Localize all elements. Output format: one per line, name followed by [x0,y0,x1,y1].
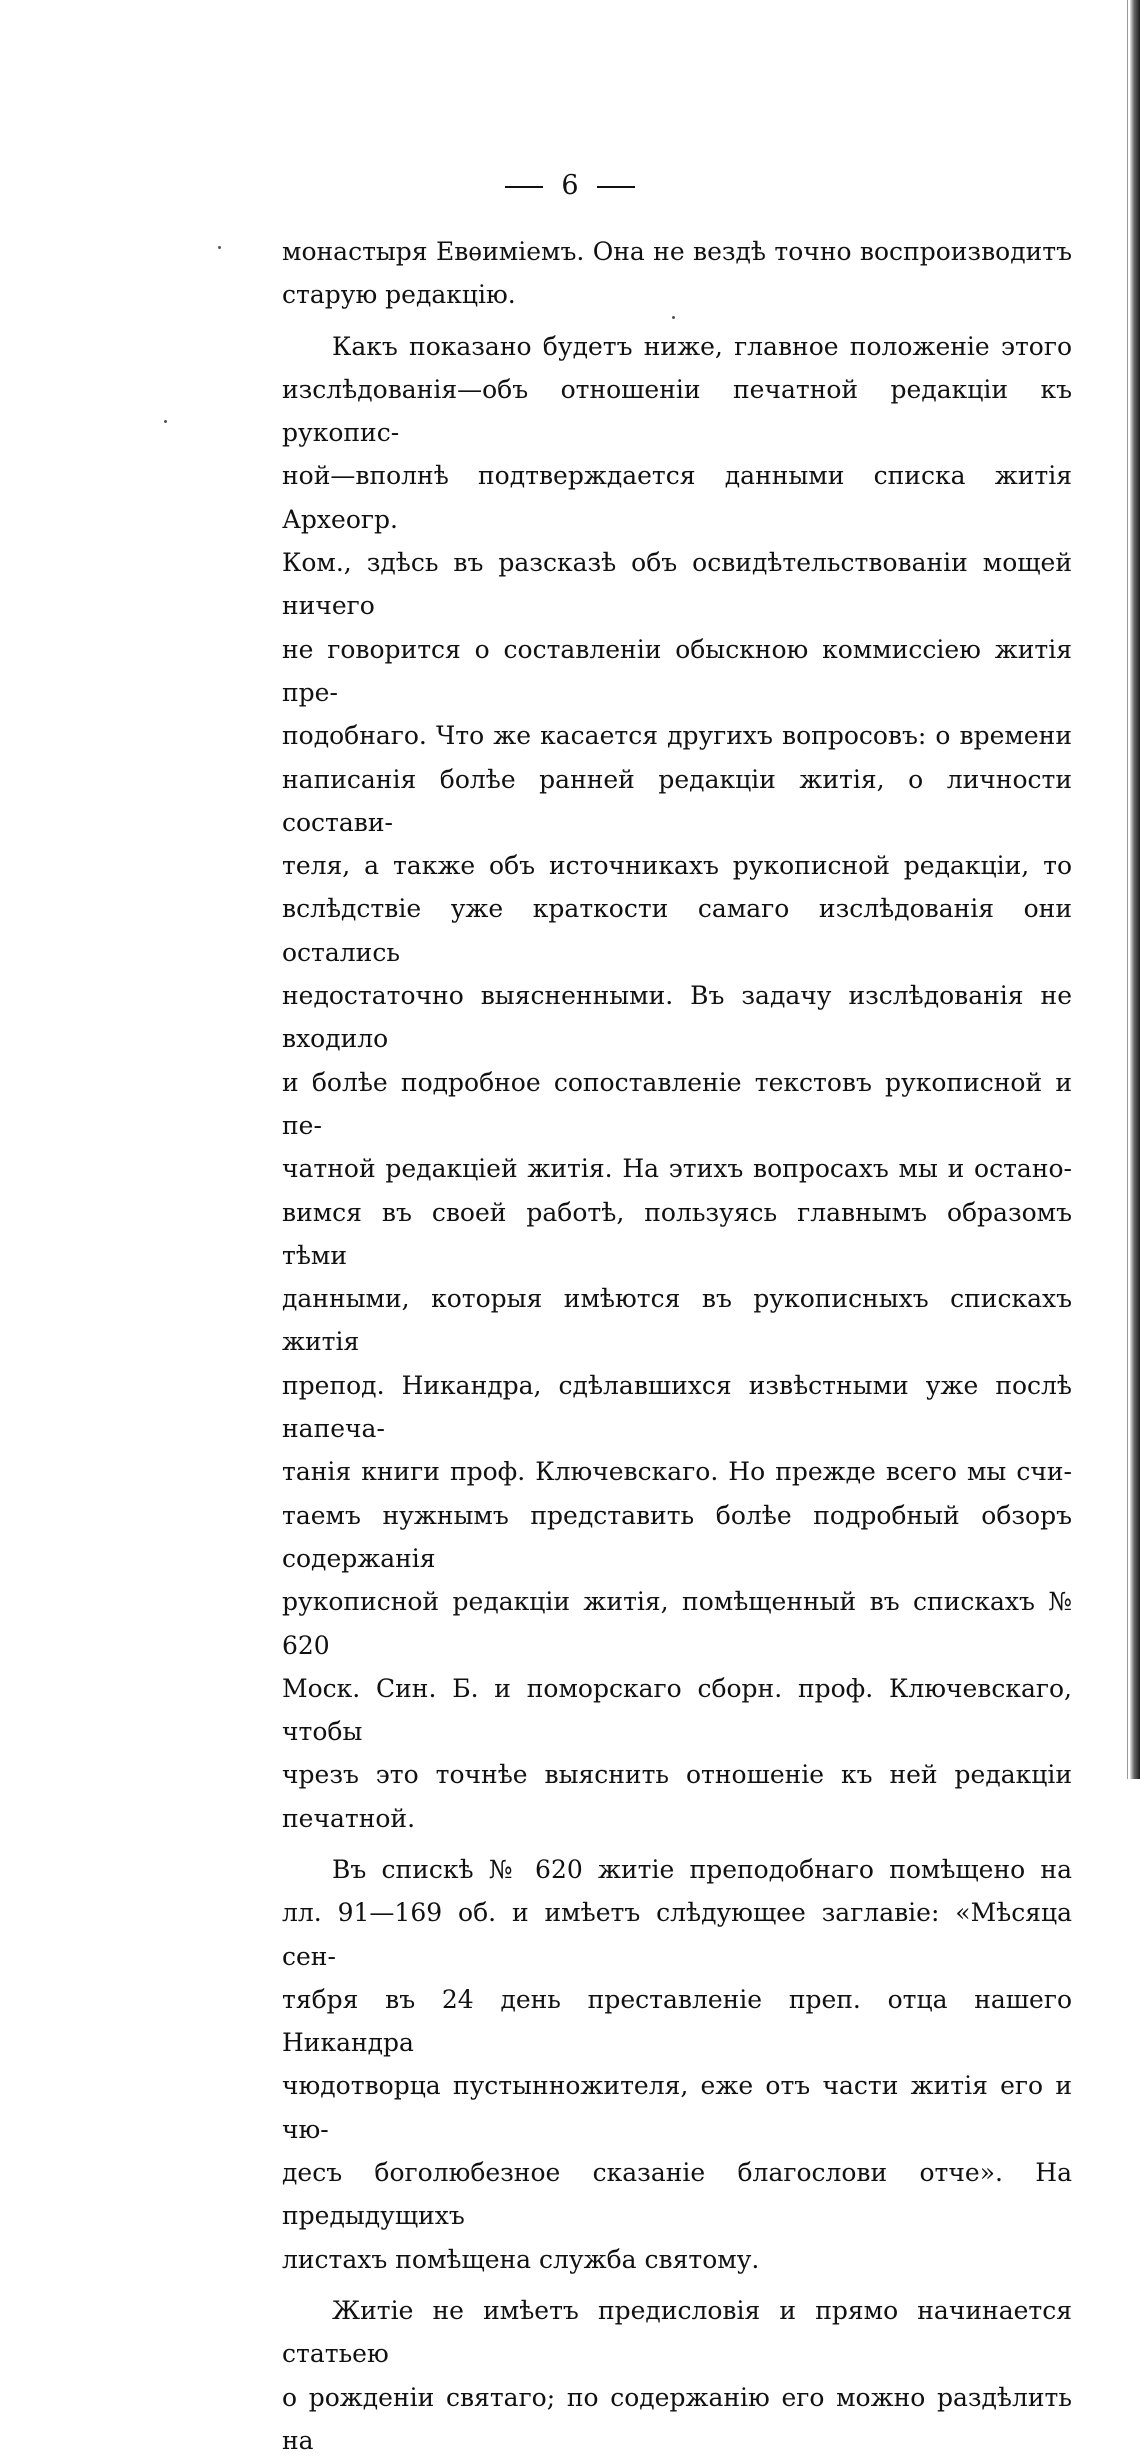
paragraph-line: Ком., здѣсь въ разсказѣ объ освидѣтельствованіи мощей ничего [282,548,1072,621]
margin-speck [218,246,221,249]
paragraph-line: написанія болѣе ранней редакціи житія, о личности состави- [282,764,1072,837]
paragraph-line: танія книги проф. Ключевскаго. Но прежде всего мы счи- [282,1457,1072,1487]
paragraph-line: таемъ нужнымъ представить болѣе подробный обзоръ содержанія [282,1500,1072,1573]
paragraph-line: вимся въ своей работѣ, пользуясь главнымъ образомъ тѣми [282,1197,1072,1270]
page-number: 6 [561,170,579,201]
paragraph-line: Житіе не имѣетъ предисловія и прямо начинается статьею [282,2295,1072,2369]
paragraph-line: десъ боголюбезное сказаніе благослови отче». На предыдущихъ [282,2158,1072,2231]
paragraph-line: недостаточно выясненными. Въ задачу изслѣдованія не входило [282,981,1072,1054]
header-dash-left [505,186,543,188]
paragraph-line: чатной редакціей житія. На этихъ вопросахъ мы и остано- [282,1154,1072,1184]
header-dash-right [597,186,635,188]
paragraph-line: вслѣдствіе уже краткости самаго изслѣдованія они остались [282,894,1072,967]
page-edge-shadow [1130,0,1140,1779]
paragraph-line: Какъ показано будетъ ниже, главное положеніе этого [332,331,1072,361]
paragraph-line: данными, которыя имѣются въ рукописныхъ спискахъ житія [282,1284,1072,1357]
paragraph-line: изслѣдованія—объ отношеніи печатной редакціи къ рукопис- [282,374,1072,448]
paragraph-line: монастыря Евѳиміемъ. Она не вездѣ точно воспроизводитъ [282,237,1072,266]
paragraph-line: ной—вполнѣ подтверждается данными списка житія Археогр. [282,461,1072,534]
paragraph-line: тября въ 24 день преставленіе преп. отца нашего Никандра [282,1984,1072,2058]
paragraph-line: не говорится о составленіи обыскною коммиссіею житія пре- [282,634,1072,707]
paragraph-line: препод. Никандра, сдѣлавшихся извѣстными уже послѣ напеча- [282,1370,1072,1444]
paragraph-line: листахъ помѣщена служба святому. [282,2244,760,2274]
margin-speck [164,420,167,423]
paragraph-line: и болѣе подробное сопоставленіе текстовъ рукописной и пе- [282,1067,1072,1140]
paragraph-line: о рожденіи святаго; по содержанію его можно раздѣлить на [282,2382,1072,2455]
paragraph-line: чрезъ это точнѣе выяснить отношеніе къ ней редакціи печатной. [282,1760,1072,1833]
page-edge-line [1127,0,1128,1779]
page-header [0,170,1140,201]
paragraph-line: чюдотворца пустынножителя, еже отъ части житія его и чю- [282,2071,1072,2144]
paragraph-line: лл. 91—169 об. и имѣетъ слѣдующее заглавіе: «Мѣсяца сен- [282,1898,1072,1971]
paragraph-line: рукописной редакціи житія, помѣщенный въ спискахъ № 620 [282,1587,1072,1660]
paragraph-line: теля, а также объ источникахъ рукописной редакціи, то [282,851,1072,881]
paragraph-line: старую редакцію. [282,280,516,310]
paragraph-line: Моск. Син. Б. и поморскаго сборн. проф. Ключевскаго, чтобы [282,1673,1072,1747]
paragraph-line: подобнаго. Что же касается другихъ вопросовъ: о времени [282,721,1072,751]
body-text [282,230,1072,2462]
paragraph-line: Въ спискѣ № 620 житіе преподобнаго помѣщено на [332,1854,1072,1884]
